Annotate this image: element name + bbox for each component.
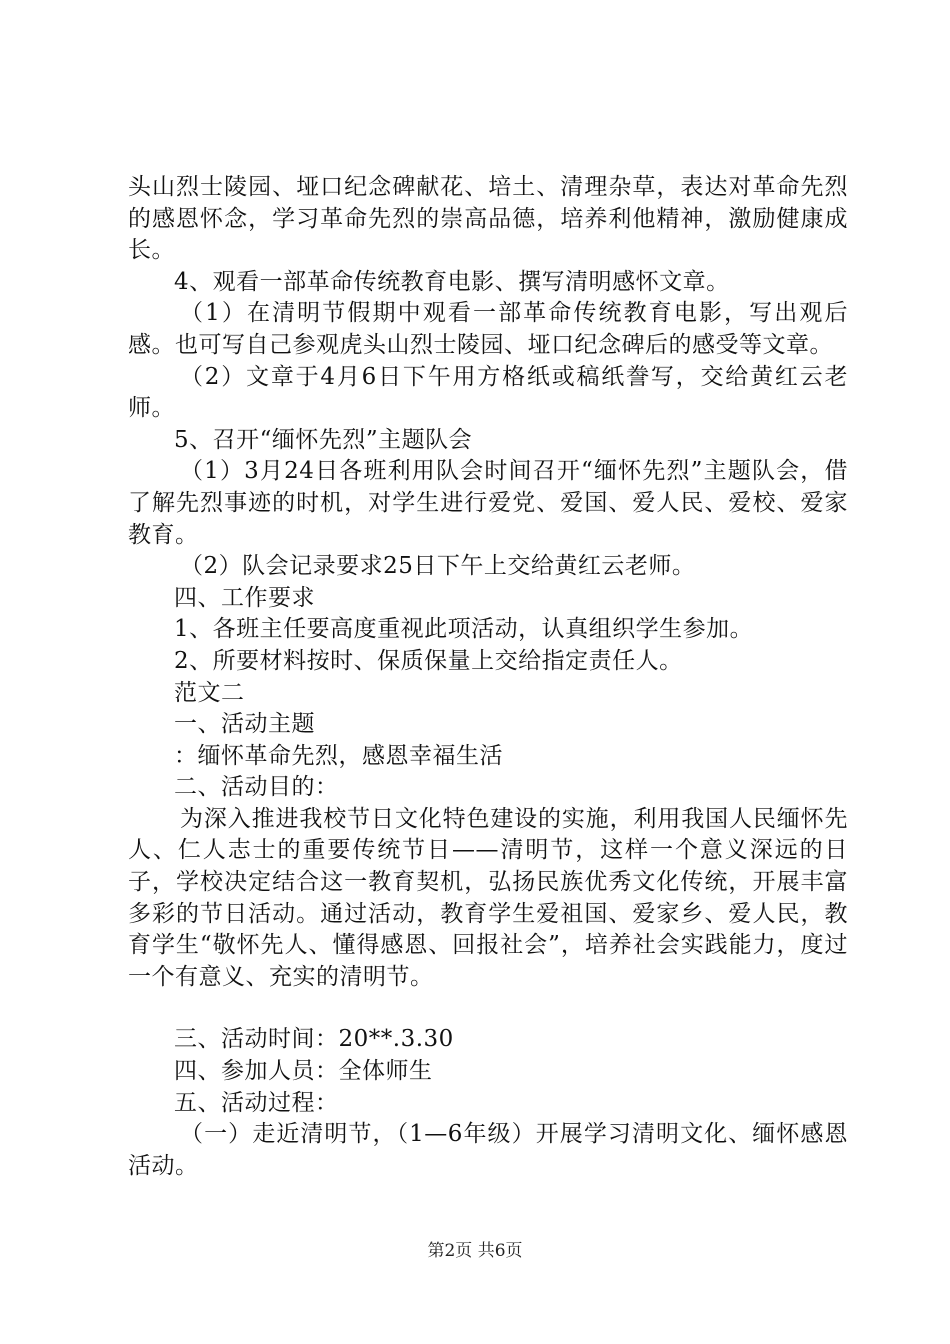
paragraph-activity-theme: ：缅怀革命先烈，感恩幸福生活	[174, 742, 503, 769]
blank-line	[128, 993, 848, 1024]
heading-activity-theme: 一、活动主题	[174, 711, 315, 738]
paragraph-item-5-2: （2）队会记录要求25日下午上交给黄红云老师。	[180, 553, 696, 580]
paragraph-participants: 四、参加人员：全体师生	[174, 1058, 433, 1085]
document-body	[128, 172, 848, 1182]
page-number-footer: 第2页 共6页	[427, 1241, 523, 1261]
paragraph-item-4-1: （1）在清明节假期中观看一部革命传统教育电影，写出观后感。也可写自己参观虎头山烈士陵园、垭口纪念碑后的感受等文章。	[128, 300, 848, 358]
heading-work-requirements: 四、工作要求	[174, 584, 315, 611]
paragraph-process-step-1: （一）走近清明节，（1—6年级）开展学习清明文化、缅怀感恩活动。	[128, 1121, 848, 1179]
paragraph-continuation: 头山烈士陵园、垭口纪念碑献花、培土、清理杂草，表达对革命先烈的感恩怀念，学习革命先烈的崇高品德，培养利他精神，激励健康成长。	[128, 174, 848, 264]
paragraph-requirement-1: 1、各班主任要高度重视此项活动，认真组织学生参加。	[174, 616, 754, 643]
paragraph-item-5: 5、召开“缅怀先烈”主题队会	[174, 426, 473, 453]
paragraph-activity-time: 三、活动时间：20**.3.30	[174, 1026, 454, 1053]
heading-activity-process: 五、活动过程：	[174, 1089, 339, 1116]
paragraph-item-4: 4、观看一部革命传统教育电影、撰写清明感怀文章。	[174, 268, 730, 295]
paragraph-requirement-2: 2、所要材料按时、保质保量上交给指定责任人。	[174, 647, 683, 674]
heading-sample-two: 范文二	[174, 679, 245, 706]
paragraph-item-4-2: （2）文章于4月6日下午用方格纸或稿纸誊写，交给黄红云老师。	[128, 363, 848, 422]
paragraph-activity-purpose: 为深入推进我校节日文化特色建设的实施，利用我国人民缅怀先人、仁人志士的重要传统节日——清明节，这样一个意义深远的日子，学校决定结合这一教育契机，弘扬民族优秀文化传统，开展丰富多彩的节日活动。通过活动，教育学生爱祖国、爱家乡、爱人民，教育学生“敬怀先人、懂得感恩、回报社会”，培养社会实践能力，度过一个有意义、充实的清明节。	[128, 805, 848, 990]
paragraph-item-5-1: （1）3月24日各班利用队会时间召开“缅怀先烈”主题队会，借了解先烈事迹的时机，对学生进行爱党、爱国、爱人民、爱校、爱家教育。	[128, 458, 848, 548]
heading-activity-purpose: 二、活动目的：	[174, 774, 339, 801]
